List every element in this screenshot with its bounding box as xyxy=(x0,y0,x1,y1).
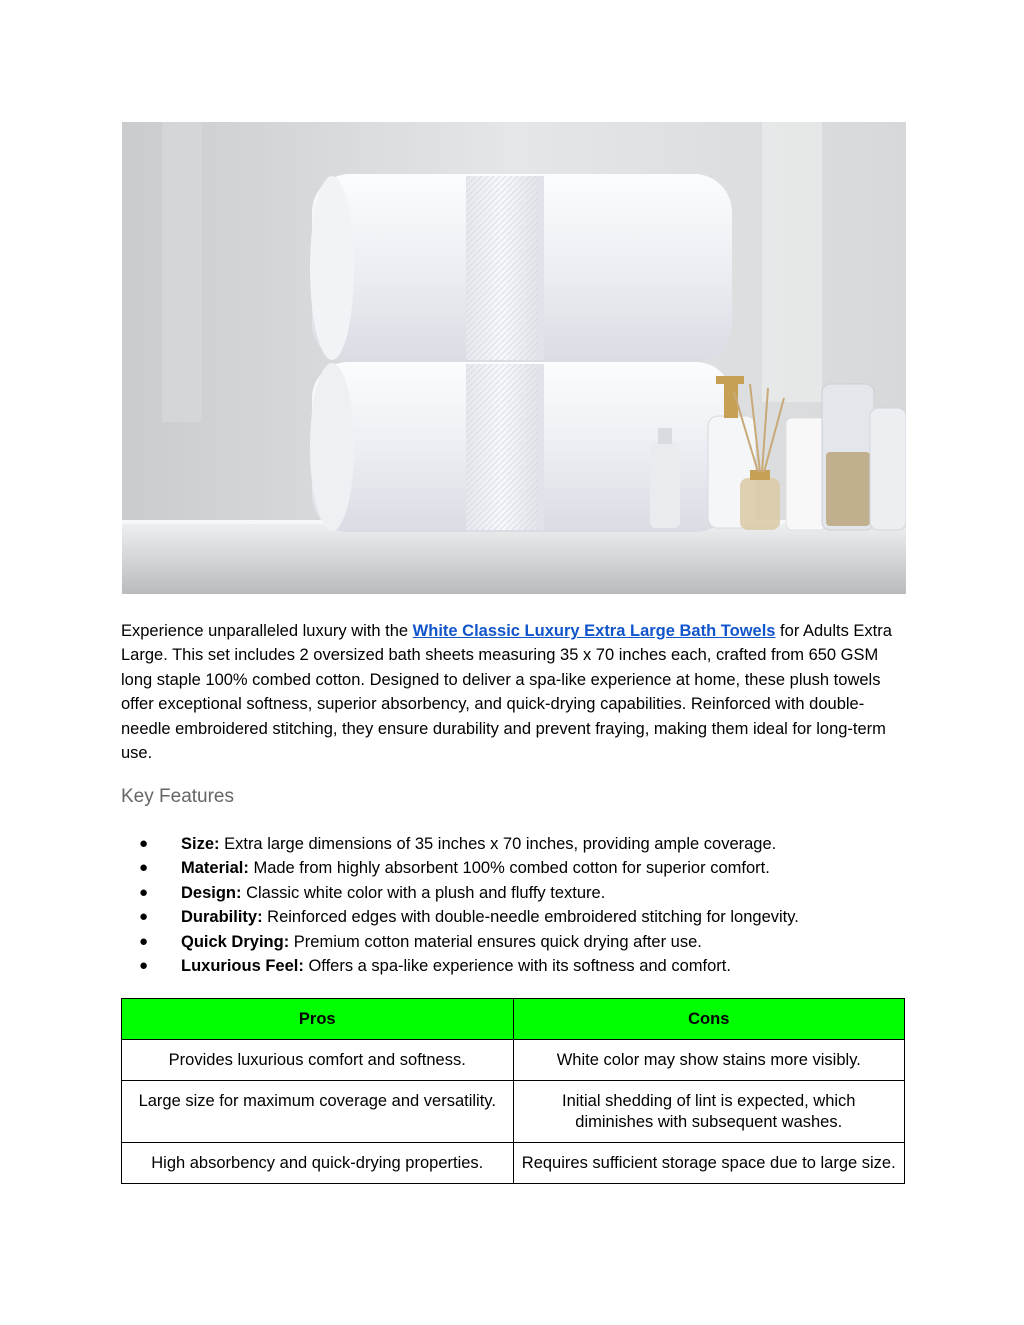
bullet-icon: ● xyxy=(139,883,149,901)
bullet-icon: ● xyxy=(139,957,149,975)
con-cell: Initial shedding of lint is expected, which diminishes with subsequent washes. xyxy=(513,1081,905,1143)
feature-label: Material: xyxy=(181,859,249,878)
feature-text: Offers a spa-like experience with its softness and comfort. xyxy=(303,957,731,976)
list-item xyxy=(121,954,911,978)
bullet-icon: ● xyxy=(139,835,149,852)
product-link[interactable]: White Classic Luxury Extra Large Bath Towels xyxy=(412,622,776,640)
feature-text: Made from highly absorbent 100% combed cotton for superior comfort. xyxy=(248,859,770,878)
bullet-icon: ● xyxy=(139,932,149,950)
key-features-list xyxy=(121,832,911,978)
bullet-icon: ● xyxy=(139,908,149,926)
feature-text: Classic white color with a plush and fluffy texture. xyxy=(241,883,606,902)
pro-cell: Large size for maximum coverage and versatility. xyxy=(122,1081,514,1143)
feature-text: Extra large dimensions of 35 inches x 70 inches, providing ample coverage. xyxy=(219,835,777,853)
product-photo xyxy=(122,122,906,594)
feature-label: Size: xyxy=(181,835,220,853)
table-header-row xyxy=(122,999,905,1040)
table-row xyxy=(122,1040,905,1081)
intro-text-before-link: Experience unparalleled luxury with the xyxy=(121,622,413,640)
list-item xyxy=(121,930,911,954)
table-row xyxy=(122,1143,905,1184)
feature-label: Design: xyxy=(181,883,242,902)
pros-cons-table xyxy=(121,998,905,1184)
towel-photo-illustration xyxy=(122,122,906,594)
feature-text: Premium cotton material ensures quick drying after use. xyxy=(289,932,702,951)
pro-cell: High absorbency and quick-drying properties. xyxy=(122,1143,514,1184)
list-item xyxy=(121,856,911,880)
pros-header: Pros xyxy=(122,999,514,1040)
table-row xyxy=(122,1081,905,1143)
feature-text: Reinforced edges with double-needle embroidered stitching for longevity. xyxy=(262,908,799,927)
bullet-icon: ● xyxy=(139,859,149,877)
feature-label: Durability: xyxy=(181,908,263,927)
pro-cell: Provides luxurious comfort and softness. xyxy=(122,1040,514,1081)
feature-label: Quick Drying: xyxy=(181,932,290,951)
intro-text-after-link: for Adults Extra Large. This set includes 2 oversized bath sheets measuring 35 x 70 inches each, crafted from 650 GSM long staple 100% combed cotton. Designed to deliver a spa-like experience at home, these plush towels offer exceptional softness, superior absorbency, and quick-drying capabilities. Reinforced with double-needle embroidered stitching, they ensure durability and prevent fraying, making them ideal for long-term use. xyxy=(121,622,892,763)
key-features-heading: Key Features xyxy=(121,786,234,807)
list-item xyxy=(121,881,911,905)
list-item xyxy=(121,905,911,929)
list-item xyxy=(121,832,911,856)
top-towel xyxy=(310,174,732,362)
intro-paragraph xyxy=(121,619,911,765)
cons-header: Cons xyxy=(513,999,905,1040)
con-cell: Requires sufficient storage space due to large size. xyxy=(513,1143,905,1184)
feature-label: Luxurious Feel: xyxy=(181,957,304,976)
con-cell: White color may show stains more visibly. xyxy=(513,1040,905,1081)
